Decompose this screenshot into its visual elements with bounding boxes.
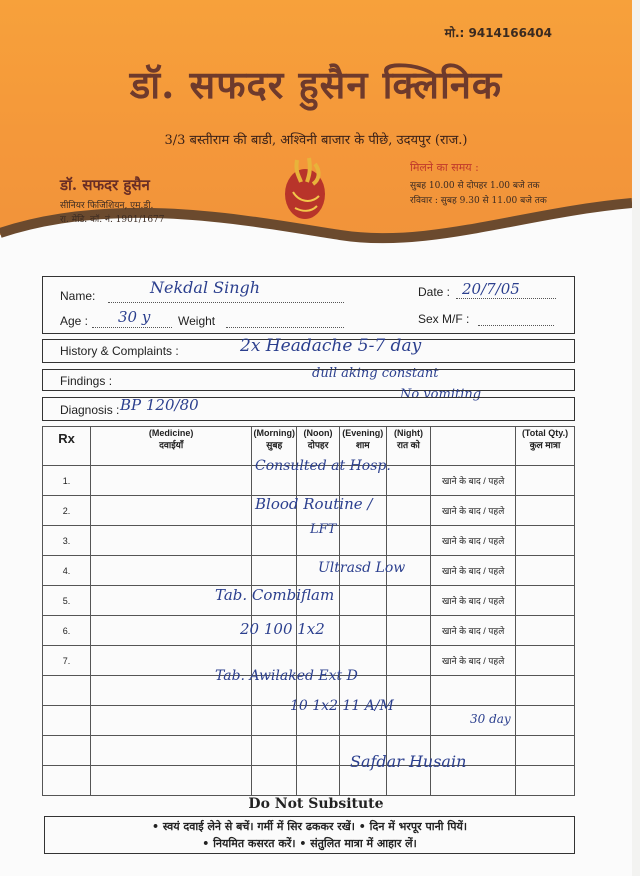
- row-number: 3.: [43, 526, 91, 556]
- col-night: [386, 427, 431, 466]
- history-label: History & Complaints :: [60, 344, 179, 358]
- table-row: [43, 556, 575, 586]
- handwritten-history: 2x Headache 5-7 day: [240, 336, 422, 356]
- handwritten-rx-1: Consulted at Hosp.: [255, 458, 391, 474]
- meal-timing: खाने के बाद / पहले: [431, 526, 516, 556]
- visiting-hours-weekday: सुबह 10.00 से दोपहर 1.00 बजे तक: [410, 181, 540, 191]
- handwritten-rx-4: Ultrasd Low: [318, 560, 406, 576]
- meal-timing: खाने के बाद / पहले: [431, 586, 516, 616]
- date-label: Date :: [418, 285, 451, 299]
- meal-timing: खाने के बाद / पहले: [431, 646, 516, 676]
- handwritten-history-detail: dull aking constant: [312, 366, 439, 381]
- meal-timing: खाने के बाद / पहले: [431, 496, 516, 526]
- visiting-hours-sunday: रविवार : सुबह 9.30 से 11.00 बजे तक: [410, 196, 547, 206]
- doctor-signature: Safdar Husain: [350, 752, 467, 771]
- clinic-title: डॉ. सफदर हुसैन क्लिनिक: [129, 62, 503, 107]
- handwritten-age: 30 y: [118, 308, 151, 326]
- date-line: [456, 298, 556, 299]
- sex-line: [478, 325, 554, 326]
- doctor-name: डॉ. सफदर हुसैन: [60, 176, 150, 194]
- weight-line: [226, 327, 344, 328]
- table-row: [43, 526, 575, 556]
- clinic-address: 3/3 बस्तीराम की बाडी, अश्विनी बाजार के पीछे, उदयपुर (राज.): [164, 133, 468, 148]
- meal-timing: खाने के बाद / पहले: [431, 466, 516, 496]
- col-total-label: (Total Qty.): [521, 428, 569, 438]
- visiting-hours-heading: मिलने का समय :: [410, 161, 479, 174]
- handwritten-findings: No vomiting: [400, 387, 482, 402]
- row-number: 7.: [43, 646, 91, 676]
- name-line: [108, 302, 344, 303]
- col-noon-hindi: दोपहर: [307, 440, 329, 450]
- findings-box: [42, 369, 575, 391]
- col-morning-hindi: सुबह: [266, 440, 283, 450]
- diagnosis-label: Diagnosis :: [60, 403, 120, 417]
- handwritten-rx-2: Blood Routine /: [255, 495, 373, 513]
- handwritten-rx-duration: 30 day: [470, 712, 511, 726]
- sex-label: Sex M/F :: [418, 312, 470, 326]
- table-row: [43, 736, 575, 766]
- handwritten-diagnosis: BP 120/80: [120, 396, 199, 414]
- age-line: [92, 327, 172, 328]
- col-night-hindi: रात को: [397, 440, 420, 450]
- col-medicine: [91, 427, 252, 466]
- handwritten-rx-7: Tab. Awilaked Ext D: [215, 668, 358, 684]
- doctor-registration: रा. मेडि. कॉ. नं. 1901/1677: [60, 215, 165, 225]
- age-label: Age :: [60, 314, 89, 328]
- rx-symbol: Rx: [43, 427, 91, 466]
- name-label: Name:: [60, 289, 96, 303]
- doctor-qualification: सीनियर फिजिशियन, एम.डी.: [60, 201, 154, 211]
- row-number: 1.: [43, 466, 91, 496]
- meal-timing: खाने के बाद / पहले: [431, 616, 516, 646]
- weight-label: Weight: [178, 314, 216, 328]
- prescription-table: [42, 426, 575, 796]
- row-number: 4.: [43, 556, 91, 586]
- health-tips-box: [44, 816, 575, 854]
- table-row: [43, 766, 575, 796]
- meal-timing: खाने के बाद / पहले: [431, 556, 516, 586]
- col-morning-label: (Morning): [253, 428, 296, 438]
- phone-number: मो.: 9414166404: [444, 26, 552, 40]
- col-total-hindi: कुल मात्रा: [529, 440, 561, 450]
- heart-logo: [275, 152, 335, 227]
- row-number: 6.: [43, 616, 91, 646]
- col-medicine-label: (Medicine): [148, 428, 194, 438]
- row-number: 5.: [43, 586, 91, 616]
- col-meal: [431, 427, 516, 466]
- col-medicine-hindi: दवाईयाँ: [159, 440, 184, 450]
- handwritten-name: Nekdal Singh: [150, 278, 261, 297]
- row-number: 2.: [43, 496, 91, 526]
- handwritten-date: 20/7/05: [462, 280, 520, 298]
- handwritten-rx-8: 10 1x2 11 A/M: [290, 698, 394, 714]
- handwritten-rx-6: 20 100 1x2: [240, 620, 325, 638]
- handwritten-rx-5: Tab. Combiflam: [215, 586, 335, 604]
- col-noon-label: (Noon): [303, 428, 333, 438]
- col-total: [516, 427, 575, 466]
- findings-label: Findings :: [60, 374, 113, 388]
- col-night-label: (Night): [393, 428, 423, 438]
- col-evening-hindi: शाम: [355, 440, 370, 450]
- handwritten-rx-3: LFT: [310, 522, 337, 537]
- no-substitute-notice: Do Not Subsitute: [248, 796, 384, 812]
- health-tip-line-1: • स्वयं दवाई लेने से बचें। गर्मी में सिर ढककर रखें। • दिन में भरपूर पानी पियें।: [151, 820, 468, 833]
- col-evening-label: (Evening): [342, 428, 384, 438]
- health-tip-line-2: • नियमित कसरत करें। • संतुलित मात्रा में आहार लें।: [202, 837, 417, 850]
